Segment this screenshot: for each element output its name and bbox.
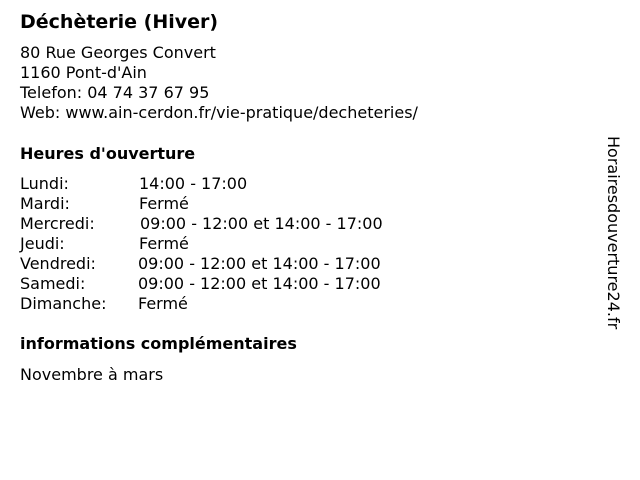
site-watermark: Horairesdouverture24.fr <box>604 136 623 330</box>
additional-info-text: Novembre à mars <box>20 365 164 384</box>
hours-time: 09:00 - 12:00 et 14:00 - 17:00 <box>138 254 381 273</box>
hours-time: Fermé <box>139 194 189 213</box>
hours-day: Samedi: <box>20 274 86 293</box>
hours-time: 09:00 - 12:00 et 14:00 - 17:00 <box>138 274 381 293</box>
hours-time: Fermé <box>139 234 189 253</box>
hours-time: Fermé <box>138 294 188 313</box>
address-web: Web: www.ain-cerdon.fr/vie-pratique/decheteries/ <box>20 103 418 122</box>
address-block <box>20 43 418 123</box>
opening-hours-heading: Heures d'ouverture <box>20 144 196 163</box>
hours-day: Mardi: <box>20 194 70 213</box>
additional-info-heading: informations complémentaires <box>20 334 297 353</box>
address-city: 1160 Pont-d'Ain <box>20 63 147 82</box>
hours-day: Mercredi: <box>20 214 95 233</box>
address-street: 80 Rue Georges Convert <box>20 43 216 62</box>
hours-day: Jeudi: <box>20 234 65 253</box>
hours-day: Lundi: <box>20 174 69 193</box>
hours-day: Dimanche: <box>20 294 107 313</box>
hours-time: 14:00 - 17:00 <box>139 174 248 193</box>
hours-time: 09:00 - 12:00 et 14:00 - 17:00 <box>140 214 383 233</box>
address-phone: Telefon: 04 74 37 67 95 <box>20 83 210 102</box>
page-title: Déchèterie (Hiver) <box>20 11 219 33</box>
hours-day: Vendredi: <box>20 254 96 273</box>
